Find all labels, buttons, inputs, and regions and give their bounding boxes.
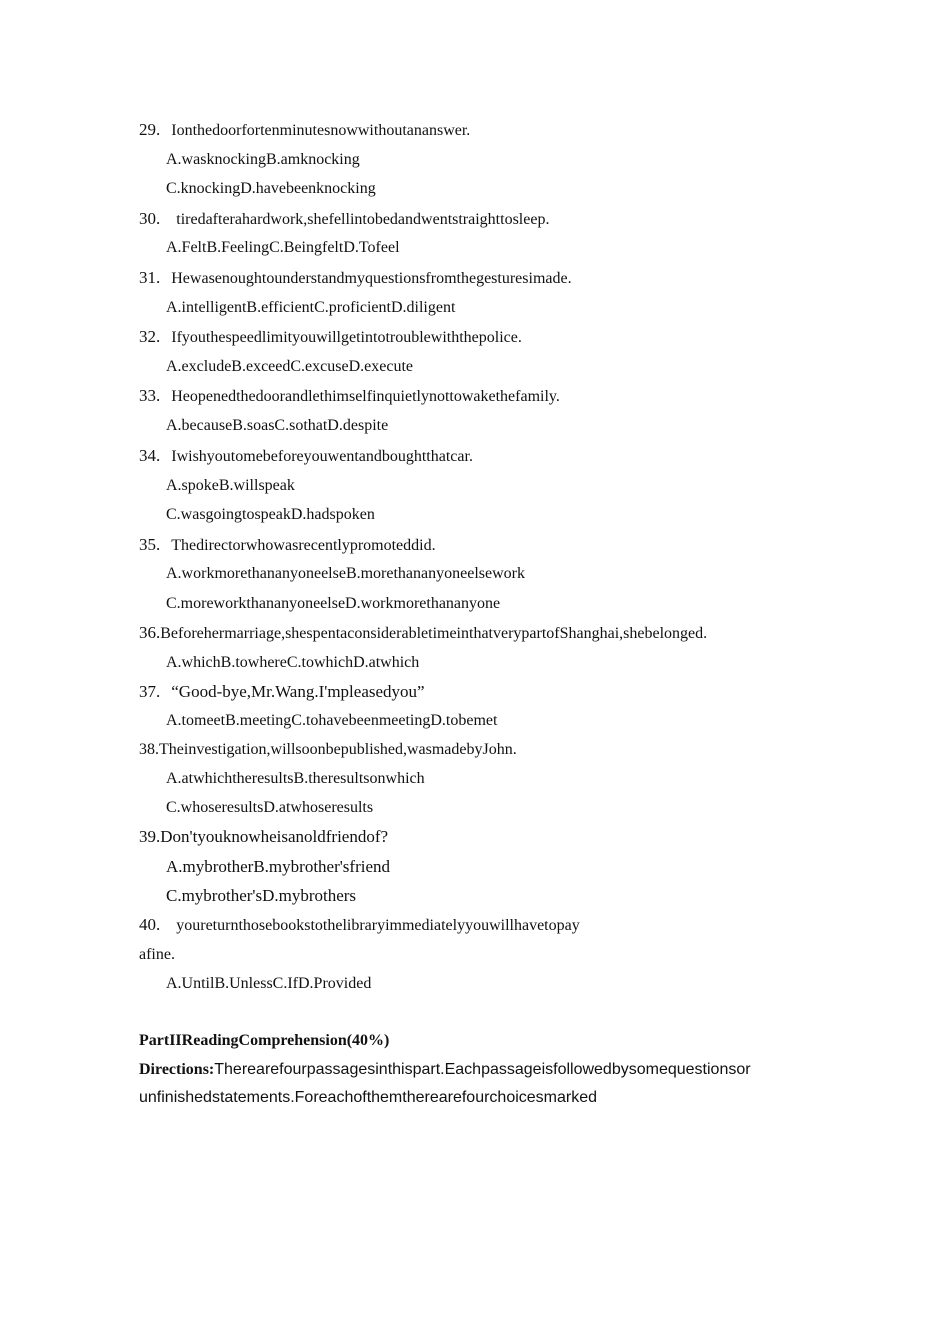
question-40-stem-continued: afine. [139,946,175,963]
question-32-options-1: A.excludeB.exceedC.excuseD.execute [166,358,413,375]
question-33-stem [139,386,560,407]
question-number: 40. [139,915,161,934]
question-text: Heopenedthedoorandlethimselfinquietlynottowakethefamily. [171,388,560,405]
question-31-options-1: A.intelligentB.efficientC.proficientD.diligent [166,299,456,316]
question-text: Ionthedoorfortenminutesnowwithoutananswer. [171,122,471,139]
question-number: 39. [139,827,161,846]
question-29-options-2: C.knockingD.havebeenknocking [166,180,376,197]
question-37-options-1: A.tomeetB.meetingC.tohavebeenmeetingD.tobemet [166,712,498,729]
question-31-stem [139,268,572,289]
directions-label: Directions: [139,1061,215,1078]
question-number: 29. [139,120,161,139]
question-35-options-1: A.workmorethananyoneelseB.morethananyoneelsework [166,565,525,582]
question-number: 38. [139,741,159,758]
question-39-stem [139,827,388,847]
question-number: 35. [139,535,161,554]
question-34-options-2: C.wasgoingtospeakD.hadspoken [166,506,375,523]
question-39-options-2: C.mybrother'sD.mybrothers [166,886,357,905]
question-35-options-2: C.moreworkthananyoneelseD.workmorethananyone [166,595,501,612]
question-30-options-1: A.FeltB.FeelingC.BeingfeltD.Tofeel [166,239,400,256]
question-34-stem [139,446,473,467]
directions-text: Therearefourpassagesinthispart.Eachpassageisfollowedbysomequestionsor [214,1061,751,1078]
question-text: Theinvestigation,willsoonbepublished,wasmadebyJohn. [159,741,517,758]
question-40-stem [139,915,580,936]
question-number: 31. [139,268,161,287]
question-text: Ifyouthespeedlimityouwillgetintotroublewiththepolice. [171,329,522,346]
question-38-options-2: C.whoseresultsD.atwhoseresults [166,799,374,816]
question-36-options-1: A.whichB.towhereC.towhichD.atwhich [166,654,420,671]
question-32-stem [139,327,522,348]
directions-line-2: unfinishedstatements.Foreachofthemtherearefourchoicesmarked [139,1089,598,1106]
question-35-stem [139,535,436,556]
question-number: 34. [139,446,161,465]
question-number: 32. [139,327,161,346]
question-text: tiredafterahardwork,shefellintobedandwentstraighttosleep. [176,211,550,228]
question-text: Thedirectorwhowasrecentlypromoteddid. [171,537,436,554]
question-29-options-1: A.wasknockingB.amknocking [166,151,360,168]
question-text: “Good-bye,Mr.Wang.I'mpleasedyou” [171,682,425,701]
question-number: 30. [139,209,161,228]
question-text: youreturnthosebookstothelibraryimmediatelyyouwillhavetopay [176,917,580,934]
question-text: Don'tyouknowheisanoldfriendof? [160,827,389,846]
question-text: Iwishyoutomebeforeyouwentandboughtthatcar. [171,448,473,465]
question-29-stem [139,120,470,141]
question-text: Hewasenoughtounderstandmyquestionsfromthegesturesimade. [171,270,572,287]
question-39-options-1: A.mybrotherB.mybrother'sfriend [166,857,391,876]
question-number: 33. [139,386,161,405]
question-38-stem [139,740,517,760]
question-33-options-1: A.becauseB.soasC.sothatD.despite [166,417,389,434]
question-34-options-1: A.spokeB.willspeak [166,477,295,494]
directions-line-1 [139,1060,751,1080]
question-38-options-1: A.atwhichtheresultsB.theresultsonwhich [166,770,425,787]
question-37-stem [139,682,425,702]
question-number: 36. [139,623,161,642]
question-text: Beforehermarriage,shespentaconsiderabletimeinthatverypartofShanghai,shebelonged. [160,625,708,642]
question-number: 37. [139,682,161,701]
question-36-stem [139,623,707,644]
question-30-stem [139,209,549,230]
question-40-options-1: A.UntilB.UnlessC.IfD.Provided [166,975,372,992]
section-heading: PartIIReadingComprehension(40%) [139,1032,390,1049]
